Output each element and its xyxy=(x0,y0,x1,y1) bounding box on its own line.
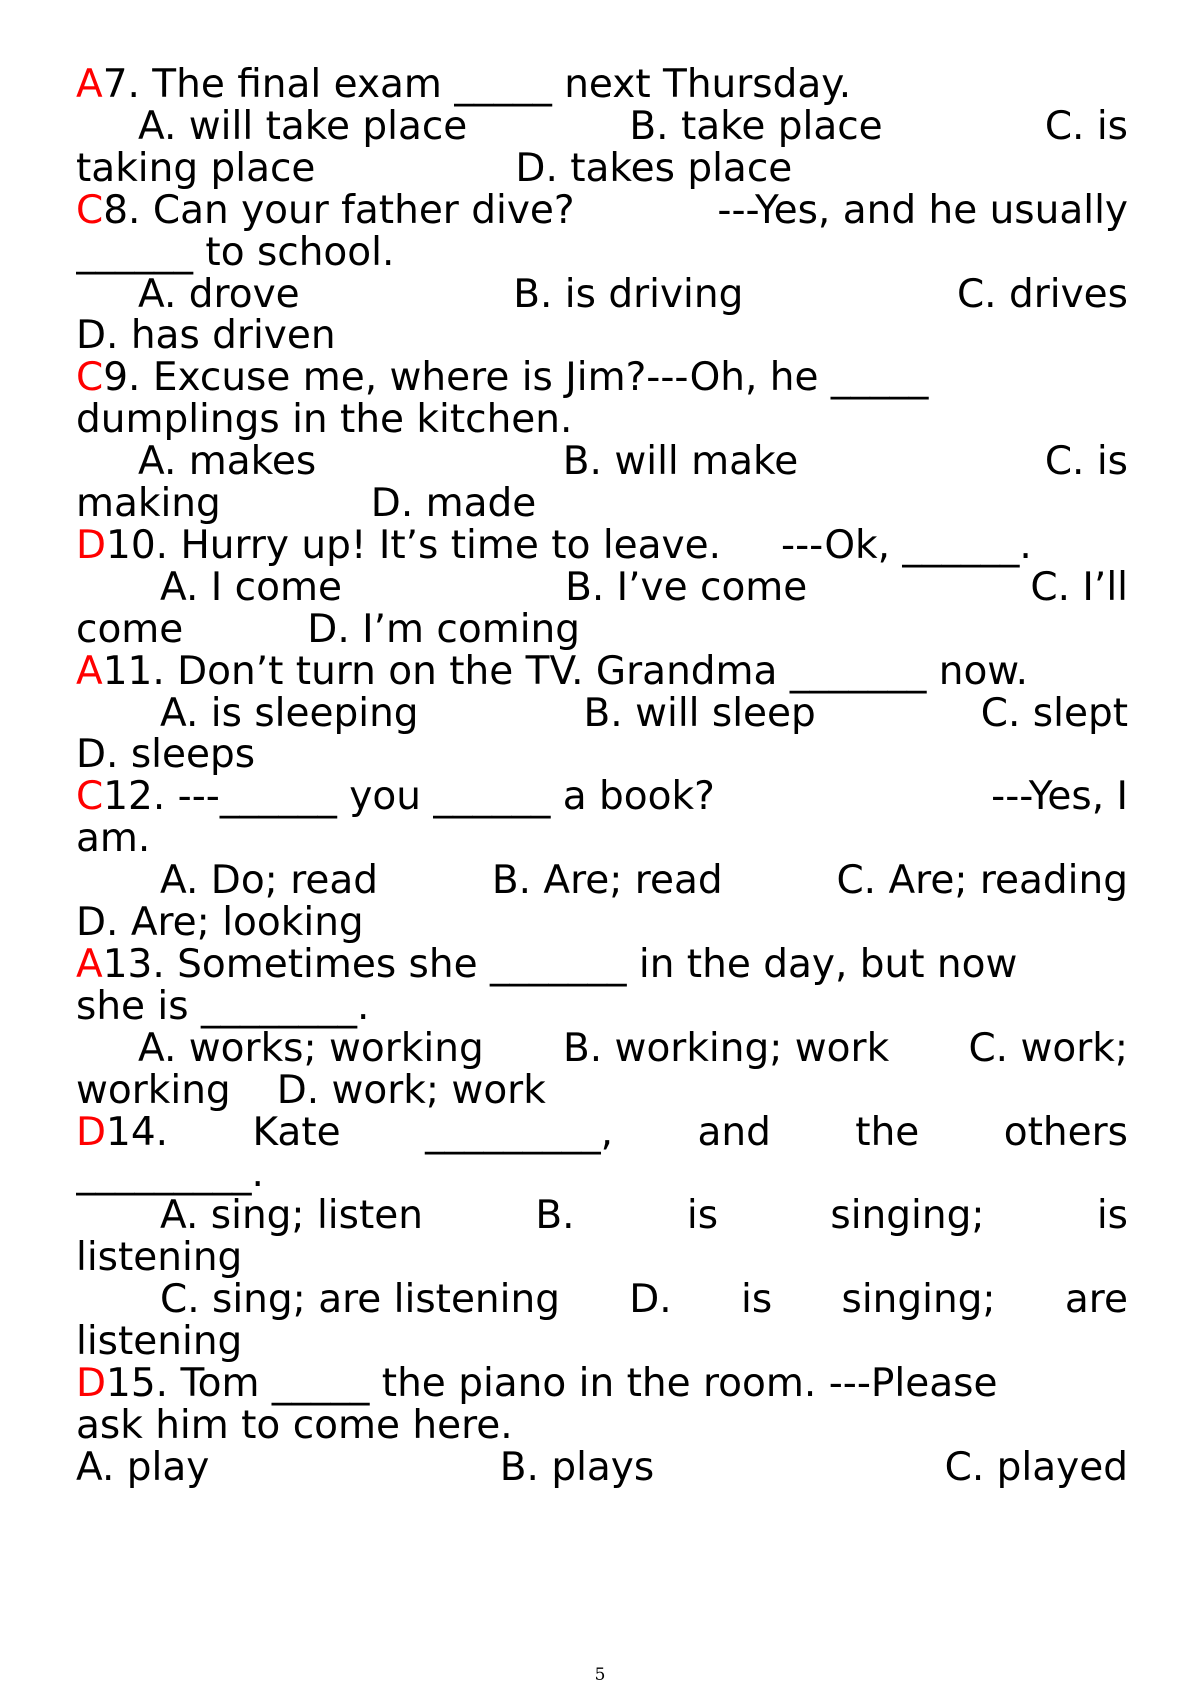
text-line xyxy=(76,1151,1128,1197)
line-segment: A. play xyxy=(76,1444,210,1490)
line-segment: A. I come xyxy=(160,564,342,610)
answer-key: D xyxy=(76,1360,107,1406)
answer-key: C xyxy=(76,355,104,401)
line-segment: and xyxy=(697,1109,771,1155)
line-segment: D. Are; looking xyxy=(76,900,364,945)
text-line xyxy=(76,1445,1128,1491)
line-segment: others xyxy=(1003,1109,1128,1155)
line-segment: taking place xyxy=(76,145,316,191)
line-segment: A. will take place xyxy=(138,103,468,149)
line-segment: C. work; xyxy=(968,1025,1128,1071)
line-segment: is xyxy=(741,1277,773,1323)
question-line xyxy=(76,1361,1128,1407)
line-segment: A. Do; read xyxy=(160,858,379,904)
line-segment: D. made xyxy=(370,481,537,526)
text-line xyxy=(138,272,1128,318)
line-segment: _________, xyxy=(425,1109,613,1155)
line-segment: A. drove xyxy=(138,271,300,317)
line-segment: 15. Tom _____ the piano in the room. ---Please xyxy=(106,1360,998,1406)
answer-key: C xyxy=(76,774,104,820)
text-line xyxy=(138,439,1128,485)
line-segment: ______ to school. xyxy=(76,229,395,275)
line-segment: ask him to come here. xyxy=(76,1402,513,1448)
answer-key: A xyxy=(76,648,103,694)
text-line xyxy=(76,481,1128,527)
line-segment: D. sleeps xyxy=(76,732,256,778)
answer-key: D xyxy=(76,1109,107,1155)
line-segment: singing; xyxy=(830,1193,985,1239)
question-line xyxy=(76,942,1128,988)
line-segment: C. is xyxy=(1044,103,1128,149)
text-line xyxy=(76,607,1128,653)
line-segment: 7. The final exam _____ next Thursday. xyxy=(102,62,852,107)
line-segment: 9. Excuse me, where is Jim?---Oh, he _____ xyxy=(103,355,929,401)
line-segment: D. has driven xyxy=(76,313,336,359)
line-segment: ---Yes, I xyxy=(991,774,1128,820)
line-segment: 10. Hurry up! It’s time to leave. xyxy=(106,522,722,568)
text-line xyxy=(76,900,1128,946)
line-segment: C. I’ll xyxy=(1030,564,1128,610)
line-segment: B. Are; read xyxy=(491,858,723,904)
line-segment: come xyxy=(76,606,184,652)
line-segment: C. sing; are listening xyxy=(160,1277,560,1323)
text-line xyxy=(76,397,1128,443)
line-segment: working xyxy=(76,1067,231,1113)
line-segment: C. is xyxy=(1044,439,1128,485)
text-line xyxy=(160,1193,1128,1239)
line-segment: 14. xyxy=(106,1109,169,1155)
line-segment: B. is driving xyxy=(513,271,744,317)
line-segment: B. plays xyxy=(499,1444,655,1490)
question-line xyxy=(76,355,1128,401)
question-stem xyxy=(76,188,575,234)
line-segment: ---Ok, ______. xyxy=(781,522,1032,568)
line-segment: 12. ---______ you ______ a book? xyxy=(103,774,715,820)
line-segment: B. will make xyxy=(562,439,799,485)
text-line xyxy=(76,146,1128,192)
line-segment: 13. Sometimes she _______ in the day, but now xyxy=(102,941,1018,987)
line-segment: ---Yes, and he usually xyxy=(717,187,1128,233)
line-segment: D. I’m coming xyxy=(307,606,581,652)
text-line xyxy=(76,1068,1128,1114)
line-segment: C. Are; reading xyxy=(836,858,1128,904)
text-line xyxy=(138,104,1128,150)
line-segment: B. xyxy=(535,1193,575,1239)
line-segment: B. will sleep xyxy=(583,690,816,736)
line-segment: singing; xyxy=(841,1277,996,1323)
line-segment: _________. xyxy=(76,1151,264,1197)
question-line xyxy=(76,774,1128,820)
line-segment: Kate xyxy=(252,1109,341,1155)
text-line xyxy=(160,1277,1128,1323)
text-line xyxy=(160,565,1128,611)
question-line xyxy=(76,62,1128,108)
line-segment: A. is sleeping xyxy=(160,690,419,736)
line-segment: C. played xyxy=(944,1444,1128,1490)
line-segment: B. take place xyxy=(629,103,883,149)
text-line xyxy=(160,858,1128,904)
line-segment: D. work; work xyxy=(276,1067,546,1113)
line-segment: C. slept xyxy=(980,690,1128,736)
line-segment: making xyxy=(76,481,221,526)
line-segment: C. drives xyxy=(956,271,1128,317)
text-line xyxy=(76,984,1128,1030)
line-segment: A. works; working xyxy=(138,1025,484,1071)
question-line xyxy=(76,649,1128,695)
line-segment: D. takes place xyxy=(515,145,793,191)
text-line xyxy=(76,816,1128,862)
line-segment: A. sing; listen xyxy=(160,1193,423,1239)
text-line xyxy=(76,732,1128,778)
answer-key: C xyxy=(76,187,104,233)
line-segment: listening xyxy=(76,1319,243,1364)
text-line xyxy=(138,1026,1128,1072)
question-stem xyxy=(76,774,715,820)
text-line xyxy=(76,313,1128,359)
question-line xyxy=(76,1110,1128,1156)
text-line xyxy=(76,1403,1128,1449)
line-segment: A. makes xyxy=(138,439,317,485)
answer-key: D xyxy=(76,522,107,568)
page-number: 5 xyxy=(594,1665,606,1685)
answer-key: A xyxy=(76,62,103,107)
line-segment: are xyxy=(1064,1277,1128,1323)
text-line xyxy=(76,1235,1128,1281)
line-segment: am. xyxy=(76,816,151,862)
question-line xyxy=(76,188,1128,234)
line-segment: dumplings in the kitchen. xyxy=(76,397,573,443)
line-segment: B. working; work xyxy=(563,1025,890,1071)
question-line xyxy=(76,523,1128,569)
line-segment: 8. Can your father dive? xyxy=(103,187,575,233)
line-segment: B. I’ve come xyxy=(565,564,808,610)
line-segment: is xyxy=(1096,1193,1128,1239)
line-segment: D. xyxy=(629,1277,672,1323)
line-segment: is xyxy=(686,1193,719,1239)
line-segment: listening xyxy=(76,1235,243,1281)
line-segment: the xyxy=(855,1109,920,1155)
question-stem xyxy=(76,1110,168,1156)
text-line xyxy=(76,230,1128,276)
text-line xyxy=(160,691,1128,737)
text-line xyxy=(76,1319,1128,1365)
answer-key: A xyxy=(76,941,103,987)
line-segment: 11. Don’t turn on the TV. Grandma _______ now. xyxy=(102,648,1029,694)
line-segment: she is ________. xyxy=(76,983,370,1029)
